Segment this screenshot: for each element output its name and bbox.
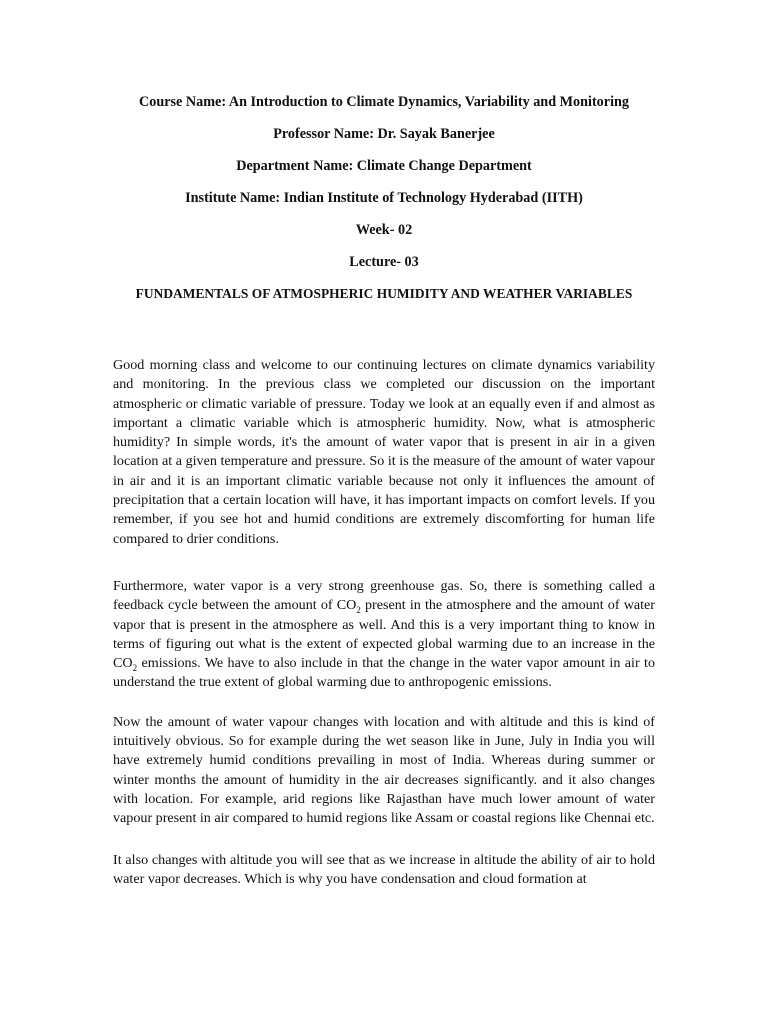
week-label: Week- 02 (355, 222, 413, 238)
course-name: Course Name: An Introduction to Climate Dynamics, Variability and Monitoring (138, 94, 629, 110)
paragraph-1: Good morning class and welcome to our continuing lectures on climate dynamics variability and monitoring. In the previous class we completed our discussion on the important atmospheric or climatic variable of pressure. Today we look at an equally even if and almost as important a climatic variable which is atmospheric humidity. Now, what is atmospheric humidity? In simple words, it's the amount of water vapor that is present in air in a given location at a given temperature and pressure. So it is the measure of the amount of water vapour in air and it is an important climatic variable because not only it influences the amount of precipitation that a certain location will have, it has important impacts on comfort levels. If you remember, if you see hot and humid conditions are extremely discomforting for human life compared to drier conditions. (113, 357, 655, 547)
paragraph-4: It also changes with altitude you will see that as we increase in altitude the ability of air to hold water vapor decreases. Which is why you have condensation and cloud formation at (113, 851, 655, 887)
department-name: Department Name: Climate Change Department (236, 158, 532, 174)
professor-name: Professor Name: Dr. Sayak Banerjee (273, 126, 495, 142)
paragraph-2 (113, 577, 655, 693)
co2-subscript: 2 (132, 662, 138, 673)
institute-name: Institute Name: Indian Institute of Technology Hyderabad (IITH) (185, 190, 583, 206)
paragraph-3: Now the amount of water vapour changes with location and with altitude and this is kind of intuitively obvious. So for example during the wet season like in June, July in India you will have extremely humid conditions prevailing in most of India. Whereas during summer or winter months the amount of humidity in the air decreases significantly. and it also changes with location. For example, arid regions like Rajasthan have much lower amount of water vapour present in air compared to humid regions like Assam or coastal regions like Chennai etc. (113, 713, 655, 827)
paragraph-2-part-2: present in the atmosphere and the amount of water vapor that is present in the atmosphere as well. And this is a very important thing to know in terms of figuring out what is the extent of expected global warming due to an increase in the CO (113, 597, 655, 672)
paragraph-2-part-3: emissions. We have to also include in that the change in the water vapor amount in air to understand the true extent of global warming due to anthropogenic emissions. (113, 655, 655, 691)
lecture-header (0, 93, 768, 317)
lecture-body (113, 356, 655, 889)
paragraph-2-part-1: Furthermore, water vapor is a very strong greenhouse gas. So, there is something called a feedback cycle between the amount of CO (113, 577, 655, 614)
lecture-title: FUNDAMENTALS OF ATMOSPHERIC HUMIDITY AND WEATHER VARIABLES (135, 286, 633, 301)
lecture-label: Lecture- 03 (349, 254, 419, 270)
co2-subscript: 2 (356, 605, 361, 616)
